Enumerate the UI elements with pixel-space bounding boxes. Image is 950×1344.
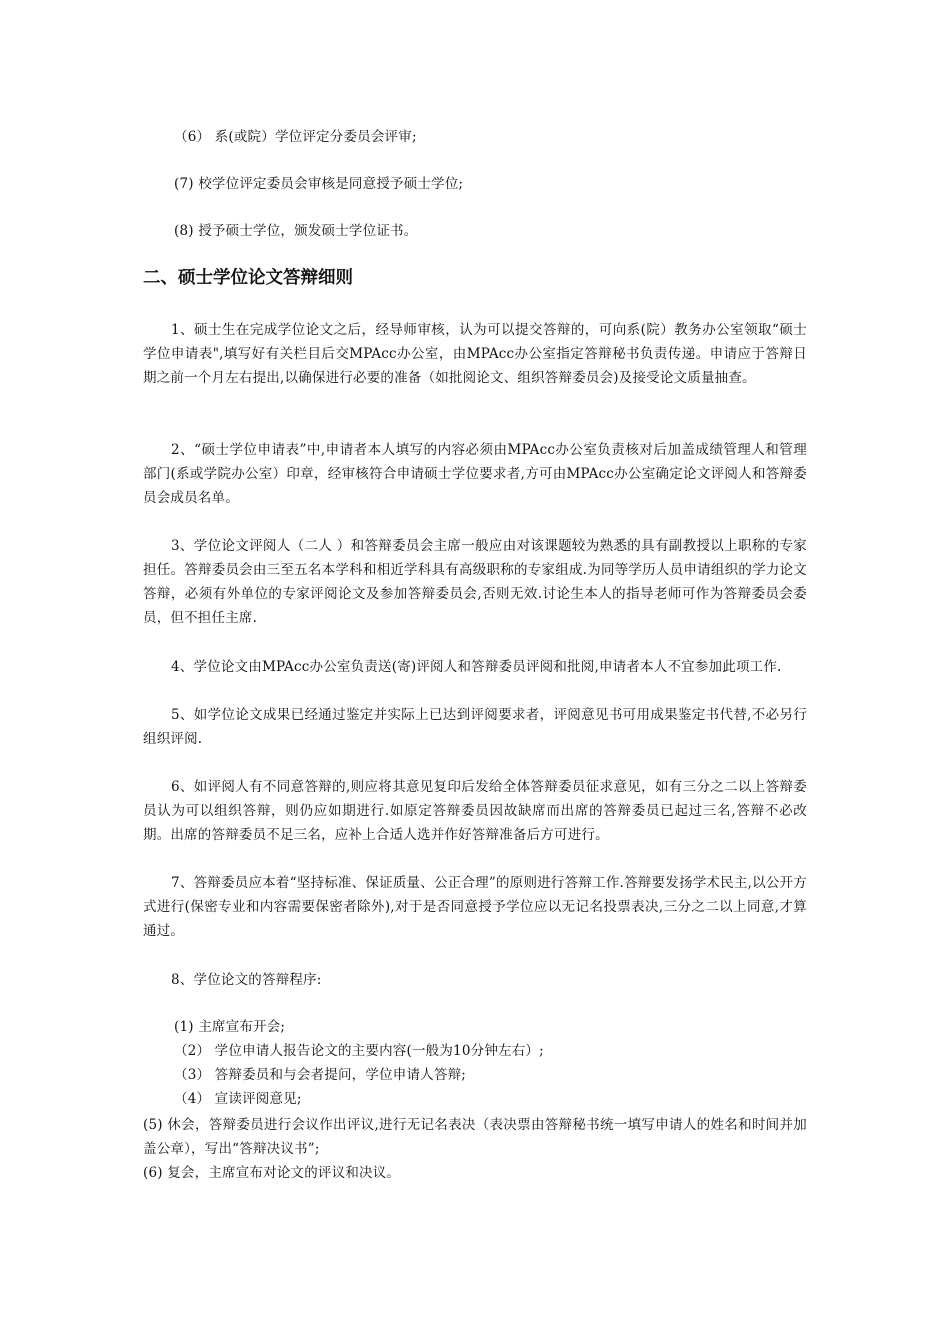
paragraph-6-text: 6、如评阅人有不同意答辩的,则应将其意见复印后发给全体答辩委员征求意见，如有三分之二以上答辩委员认为可以组织答辩，则仍应如期进行.如原定答辩委员因故缺席而出席的答辩委员已起过三名,答辩不必改期。出席的答辩委员不足三名，应补上合适人选并作好答辩准备后方可进行。 bbox=[143, 779, 807, 843]
paragraph-2 bbox=[143, 438, 807, 510]
step-line-6: （6） 系(或院）学位评定分委员会评审; bbox=[174, 129, 417, 145]
paragraph-5 bbox=[143, 703, 807, 751]
paragraph-5-text: 5、如学位论文成果已经通过鉴定并实际上已达到评阅要求者，评阅意见书可用成果鉴定书代替,不必另行组织评阅. bbox=[143, 707, 807, 747]
paragraph-8-text: 8、学位论文的答辩程序: bbox=[171, 972, 322, 988]
paragraph-3-text: 3、学位论文评阅人（二人 ）和答辩委员会主席一般应由对该课题较为熟悉的具有副教授以上职称的专家担任。答辩委员会由三至五名本学科和相近学科具有高级职称的专家组成.为同等学历人员申请组织的学力论文答辩，必须有外单位的专家评阅论文及参加答辩委员会,否则无效.讨论生本人的指导老师可作为答辩委员会委员，但不担任主席. bbox=[143, 538, 807, 626]
procedure-step-2: （2） 学位申请人报告论文的主要内容(一般为10分钟左右）; bbox=[174, 1043, 544, 1059]
paragraph-7-text: 7、答辩委员应本着“坚持标准、保证质量、公正合理”的原则进行答辩工作.答辩要发扬学术民主,以公开方式进行(保密专业和内容需要保密者除外),对于是否同意授予学位应以无记名投票表决,三分之二以上同意,才算通过。 bbox=[143, 875, 807, 939]
paragraph-1-text: 1、硕士生在完成学位论文之后，经导师审核，认为可以提交答辩的，可向系(院）教务办公室领取“硕士学位申请表",填写好有关栏目后交MPAcc办公室，由MPAcc办公室指定答辩秘书负责传递。申请应于答辩日期之前一个月左右提出,以确保进行必要的准备（如批阅论文、组织答辩委员会)及接受论文质量抽查。 bbox=[143, 322, 807, 386]
procedure-step-3: （3） 答辩委员和与会者提问，学位申请人答辩; bbox=[174, 1067, 467, 1083]
paragraph-1 bbox=[143, 318, 807, 390]
step-line-7: (7) 校学位评定委员会审核是同意授予硕士学位; bbox=[174, 176, 464, 192]
procedure-step-5: (5) 休会，答辩委员进行会议作出评议,进行无记名表决（表决票由答辩秘书统一填写申请人的姓名和时间并加盖公章），写出“答辩决议书”; bbox=[143, 1117, 807, 1157]
paragraph-4 bbox=[143, 655, 807, 679]
paragraph-8 bbox=[143, 968, 807, 992]
paragraph-2-text: 2、“硕士学位申请表”中,申请者本人填写的内容必须由MPAcc办公室负责核对后加盖成绩管理人和管理部门(系或学院办公室）印章，经审核符合申请硕士学位要求者,方可由MPAcc办公室确定论文评阅人和答辩委员会成员名单。 bbox=[143, 442, 807, 506]
paragraph-4-text: 4、学位论文由MPAcc办公室负责送(寄)评阅人和答辩委员评阅和批阅,申请者本人不宜参加此项工作. bbox=[171, 659, 782, 675]
paragraph-7 bbox=[143, 871, 807, 943]
paragraph-6 bbox=[143, 775, 807, 847]
paragraph-3 bbox=[143, 534, 807, 630]
procedure-step-4: （4） 宣读评阅意见; bbox=[174, 1091, 302, 1107]
procedure-step-6: (6) 复会，主席宣布对论文的评议和决议。 bbox=[143, 1165, 401, 1181]
section-heading: 二、硕士学位论文答辩细则 bbox=[143, 268, 353, 288]
procedure-step-1: (1) 主席宣布开会; bbox=[174, 1019, 286, 1035]
step-line-8: (8) 授予硕士学位，颁发硕士学位证书。 bbox=[174, 223, 418, 239]
